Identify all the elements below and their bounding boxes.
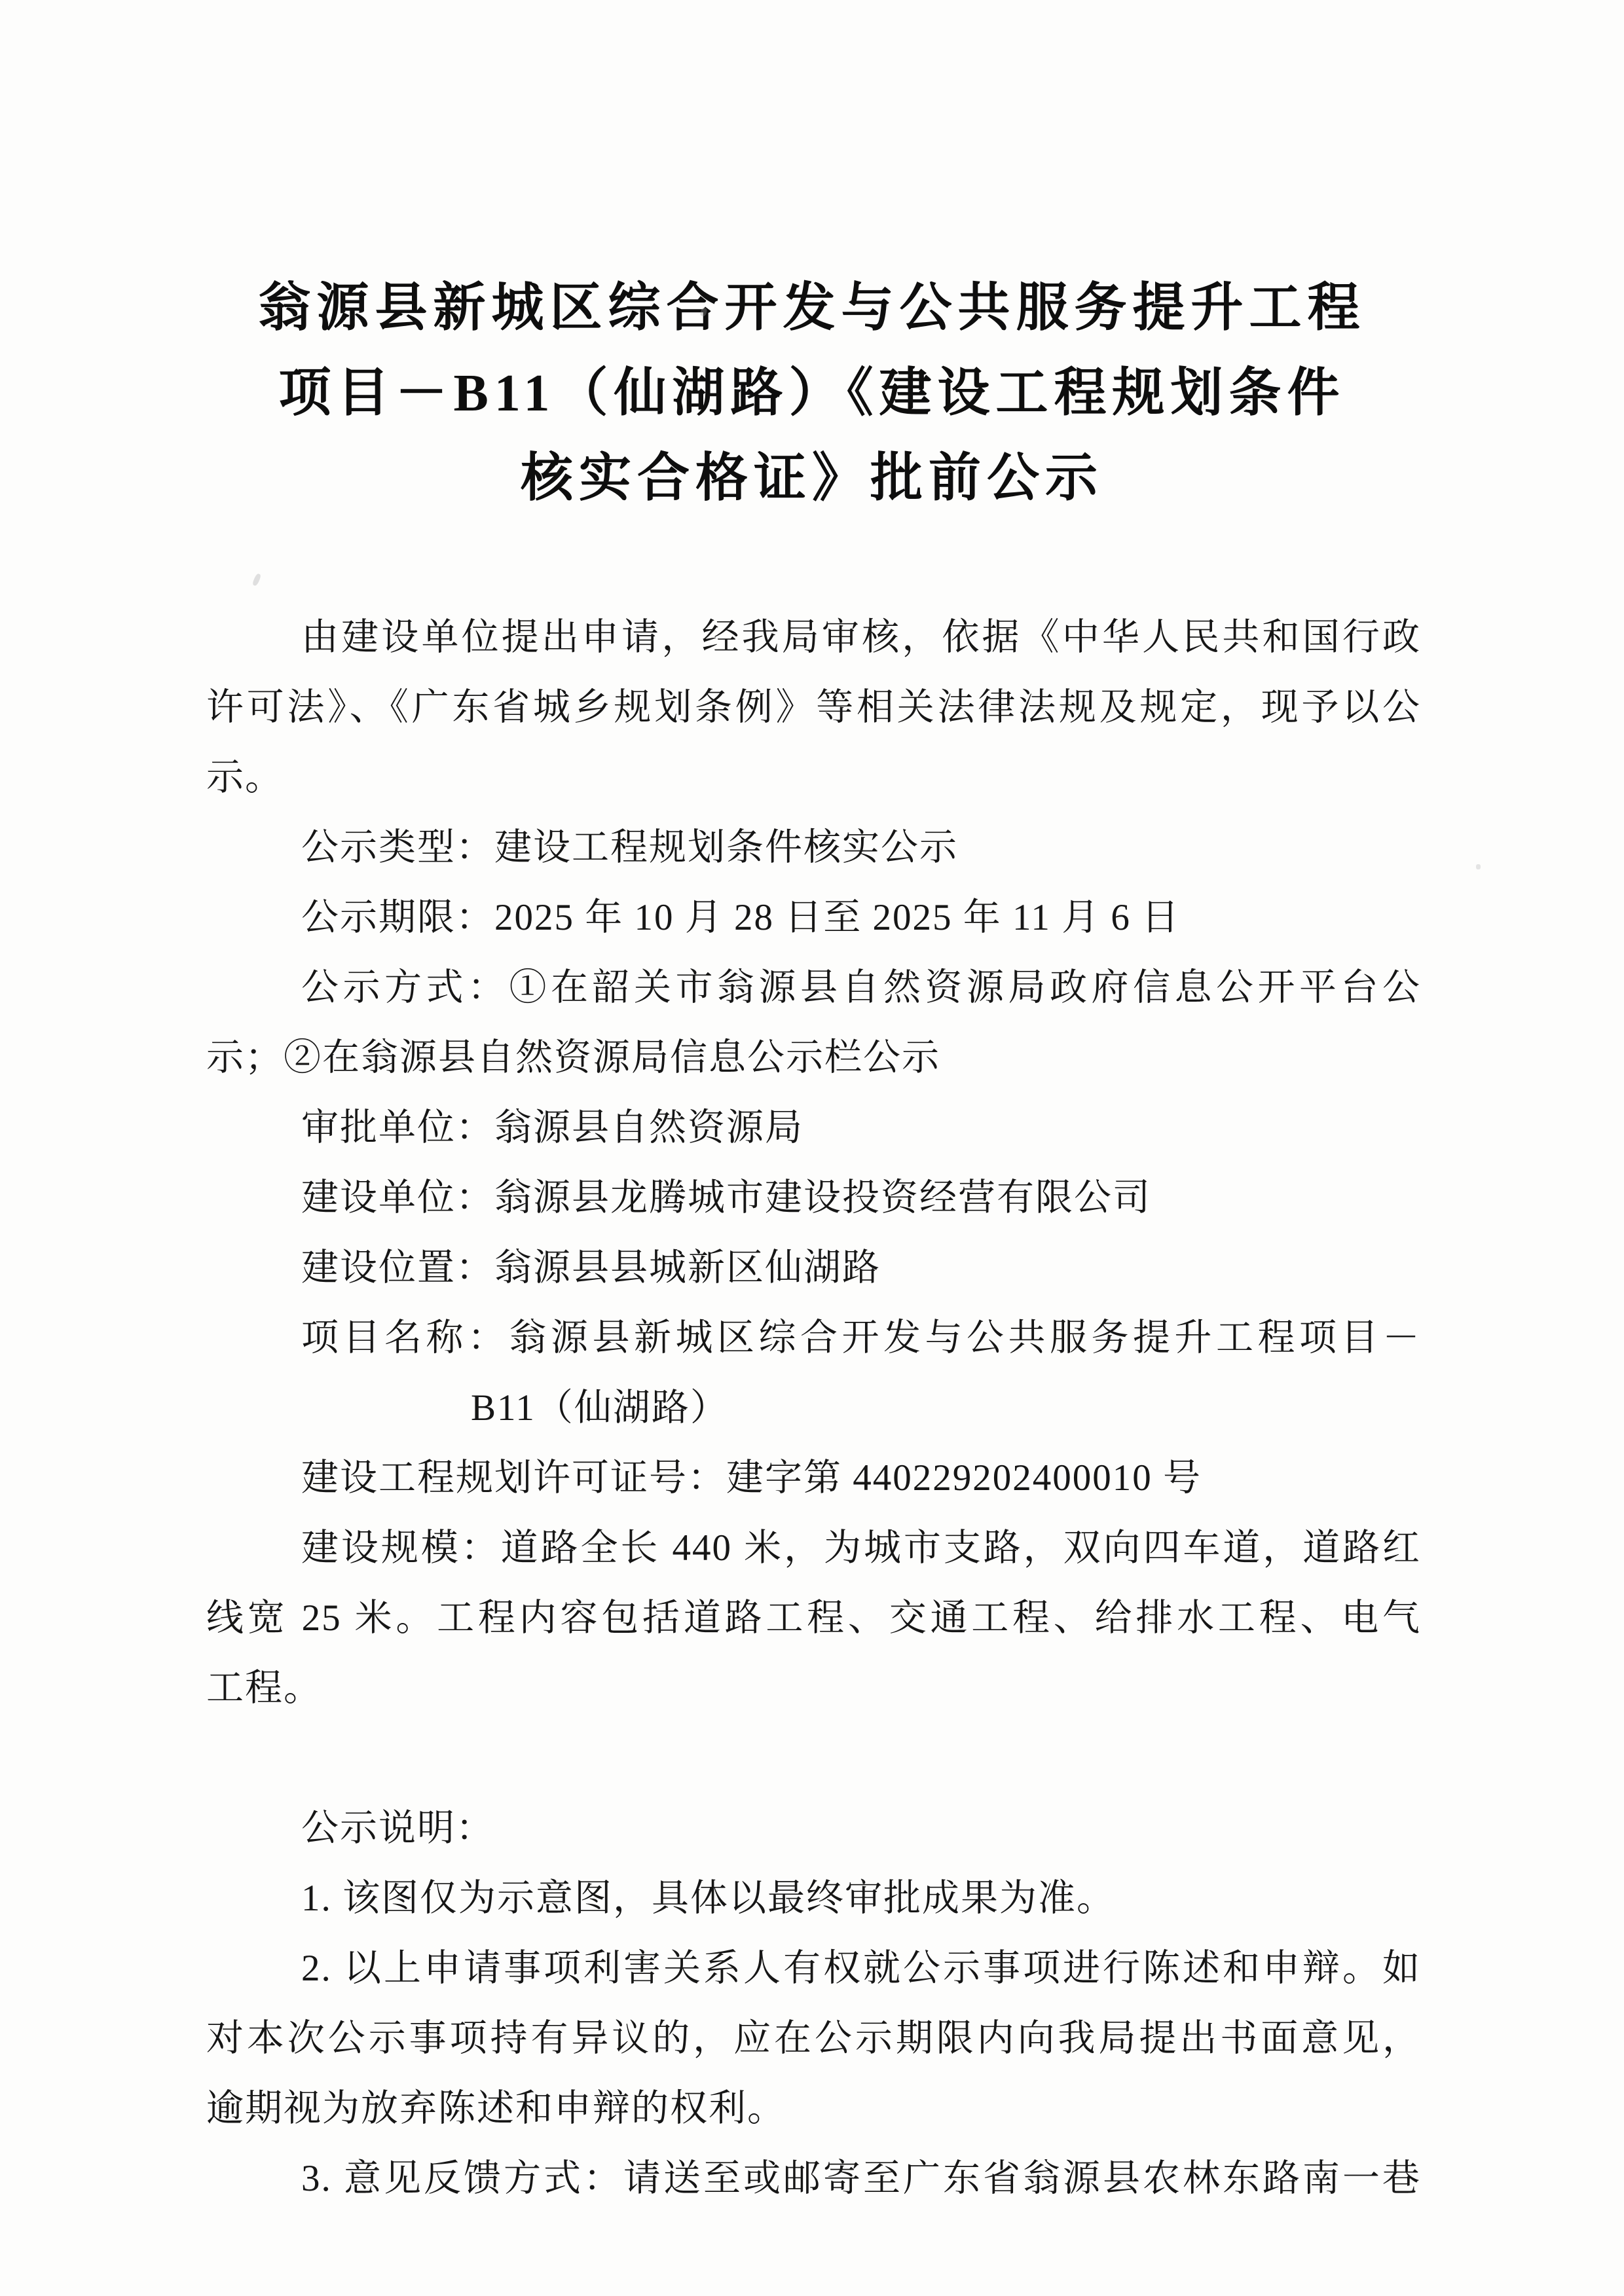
scan-artifact <box>1476 864 1481 869</box>
title-line-1: 翁源县新城区综合开发与公共服务提升工程 <box>258 280 1366 337</box>
body-line-location: 建设位置：翁源县县城新区仙湖路 <box>301 1247 881 1288</box>
body-line-approval-authority: 审批单位：翁源县自然资源局 <box>301 1107 803 1148</box>
body-line-note-2c: 逾期视为放弃陈述和申辩的权利。 <box>206 2088 786 2129</box>
body-line-intro-2: 许可法》、《广东省城乡规划条例》等相关法律法规及规定，现予以公 <box>206 687 1421 728</box>
body-line-scale-1: 建设规模：道路全长 440 米，为城市支路，双向四车道，道路红 <box>301 1527 1421 1569</box>
title-line-3: 核实合格证》批前公示 <box>521 450 1103 507</box>
body-line-note-1: 1. 该图仅为示意图，具体以最终审批成果为准。 <box>301 1878 1115 1919</box>
body-line-notice-type: 公示类型：建设工程规划条件核实公示 <box>301 827 958 868</box>
title-line-2: 项目－B11（仙湖路）《建设工程规划条件 <box>278 365 1346 422</box>
body-line-project-name-1: 项目名称：翁源县新城区综合开发与公共服务提升工程项目－ <box>301 1317 1421 1358</box>
body-line-project-name-2: B11（仙湖路） <box>471 1387 729 1429</box>
body-line-notice-method-1: 公示方式：①在韶关市翁源县自然资源局政府信息公开平台公 <box>301 967 1421 1008</box>
scan-artifact <box>251 573 261 587</box>
body-line-note-3: 3. 意见反馈方式：请送至或邮寄至广东省翁源县农林东路南一巷 <box>301 2158 1421 2199</box>
body-line-construction-unit: 建设单位：翁源县龙腾城市建设投资经营有限公司 <box>301 1177 1151 1218</box>
body-line-permit-number: 建设工程规划许可证号：建字第 440229202400010 号 <box>301 1457 1202 1499</box>
body-line-intro-3: 示。 <box>206 757 284 798</box>
body-line-scale-3: 工程。 <box>206 1667 322 1709</box>
body-line-spacer <box>206 1723 1421 1793</box>
body-line-note-2b: 对本次公示事项持有异议的，应在公示期限内向我局提出书面意见， <box>206 2018 1421 2059</box>
document-body <box>206 602 1421 2214</box>
body-line-notice-method-2: 示；②在翁源县自然资源局信息公示栏公示 <box>206 1037 940 1078</box>
body-line-notes-heading: 公示说明： <box>301 1808 494 1849</box>
body-line-scale-2: 线宽 25 米。工程内容包括道路工程、交通工程、给排水工程、电气 <box>206 1597 1421 1639</box>
body-line-note-2a: 2. 以上申请事项利害关系人有权就公示事项进行陈述和申辩。如 <box>301 1948 1421 1989</box>
body-line-intro-1: 由建设单位提出申请，经我局审核，依据《中华人民共和国行政 <box>301 617 1421 658</box>
document-title <box>0 266 1624 521</box>
body-line-notice-period: 公示期限：2025 年 10 月 28 日至 2025 年 11 月 6 日 <box>301 897 1181 938</box>
